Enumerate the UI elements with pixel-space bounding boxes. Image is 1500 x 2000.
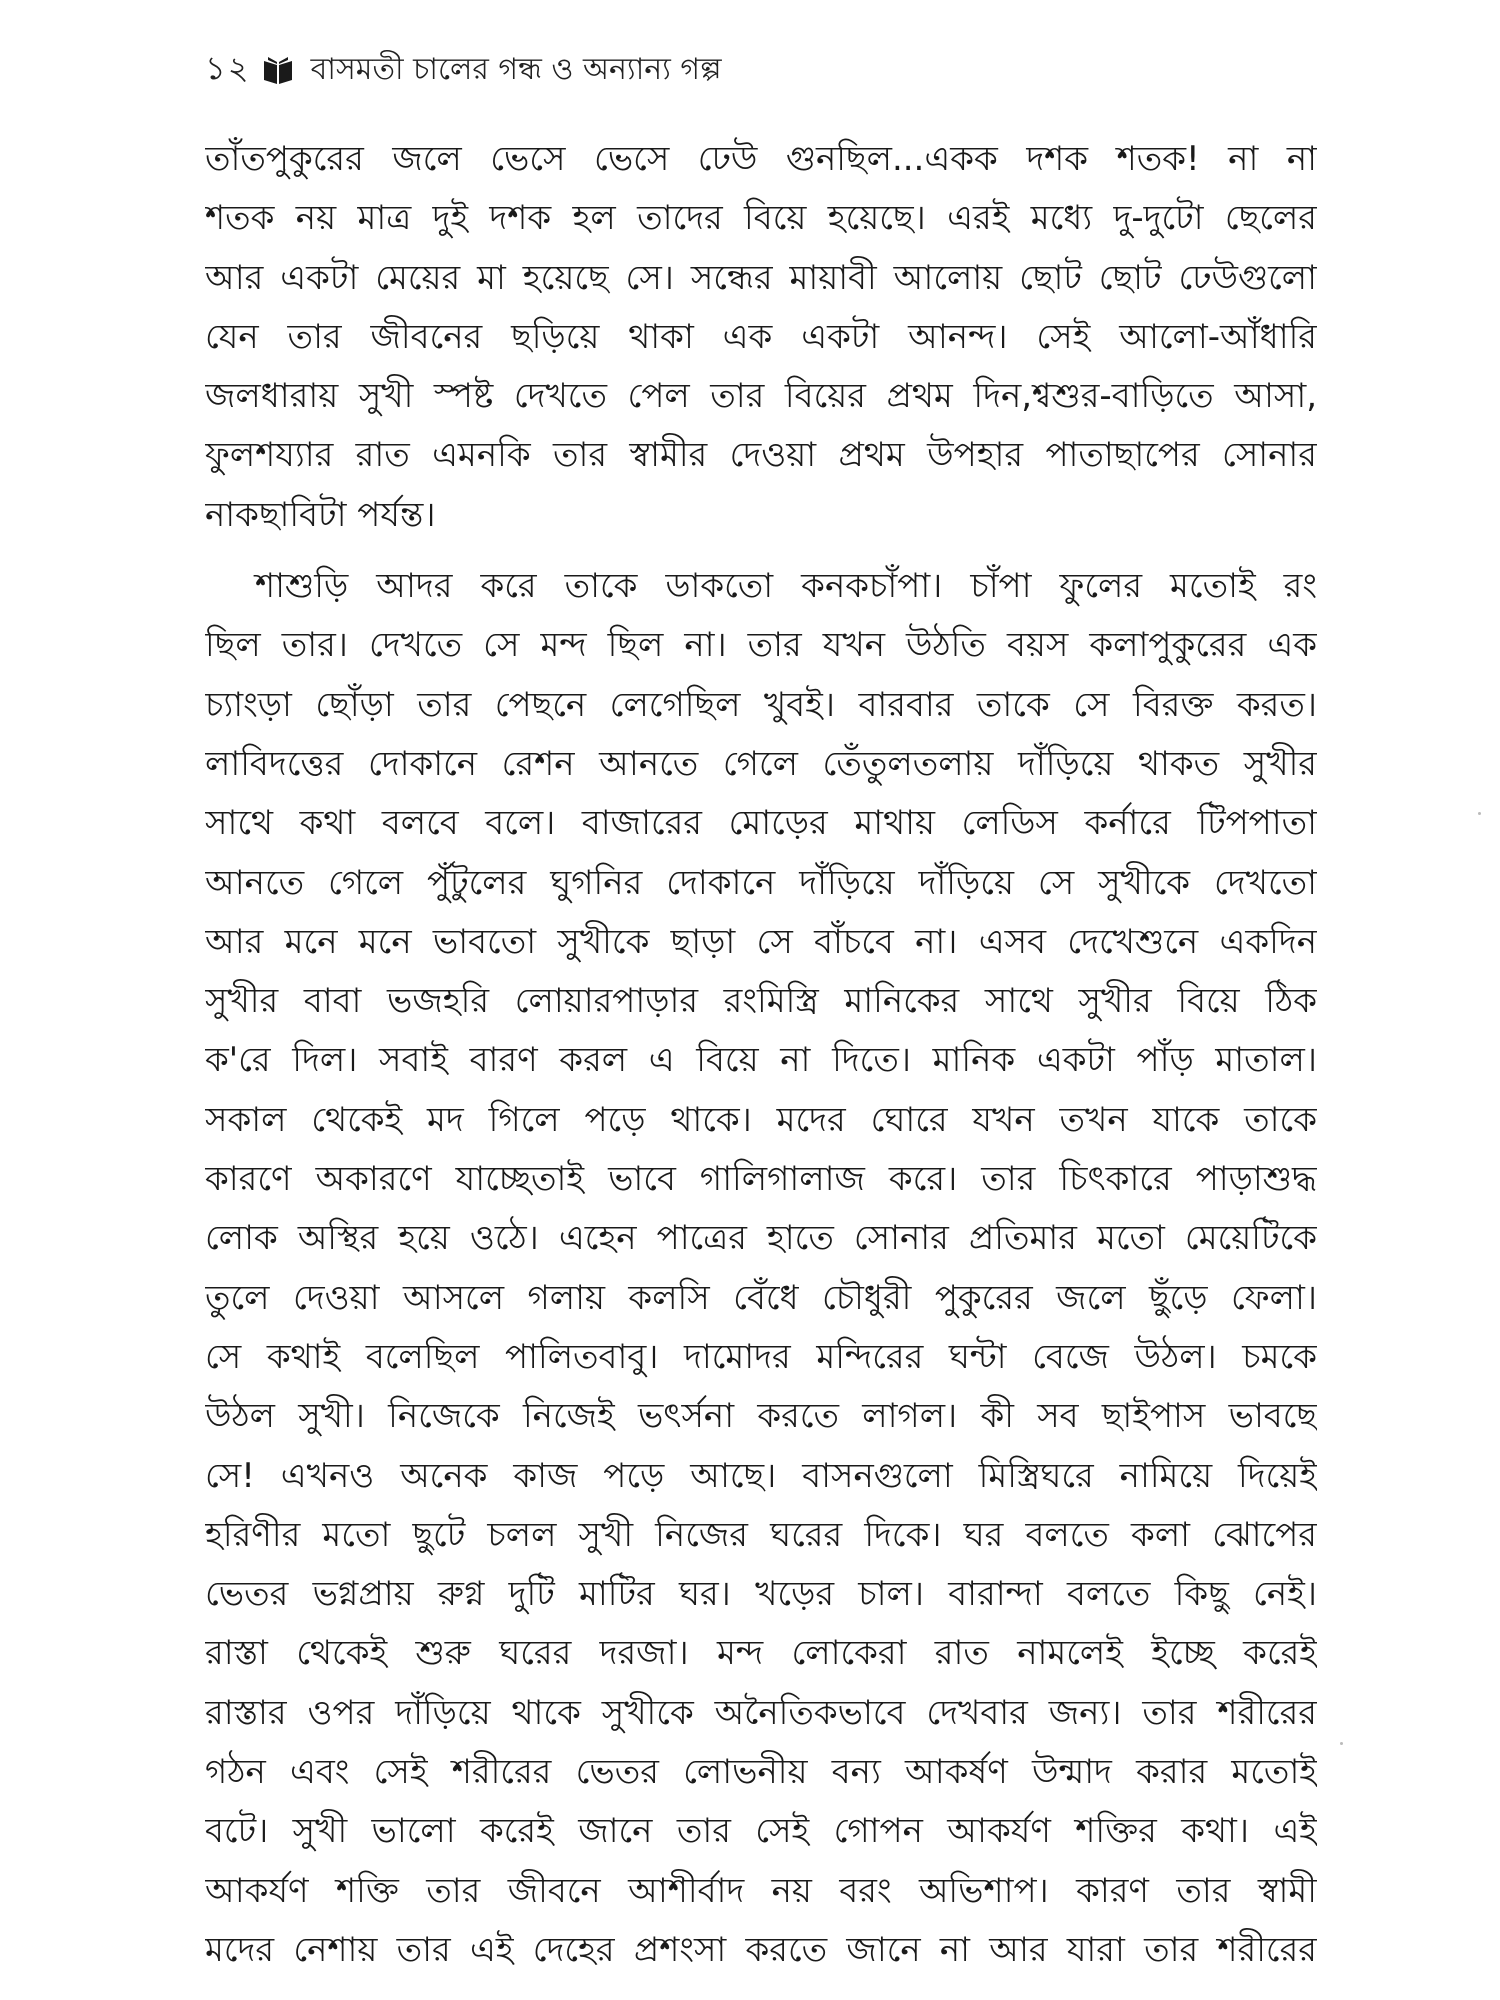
text-line: চ্যাংড়া ছোঁড়া তার পেছনে লেগেছিল খুবই। বারবার তাকে সে বিরক্ত করত। xyxy=(205,684,1317,725)
text-line: তুলে দেওয়া আসলে গলায় কলসি বেঁধে চৌধুরী পুকুরের জলে ছুঁড়ে ফেলা। xyxy=(205,1277,1317,1318)
text-line: তাঁতপুকুরের জলে ভেসে ভেসে ঢেউ গুনছিল...একক দশক শতক! না না xyxy=(205,139,1317,179)
text-line: শতক নয় মাত্র দুই দশক হল তাদের বিয়ে হয়েছে। এরই মধ্যে দু-দুটো ছেলের xyxy=(205,198,1317,239)
text-line: সকাল থেকেই মদ গিলে পড়ে থাকে। মদের ঘোরে যখন তখন যাকে তাকে xyxy=(205,1099,1317,1140)
text-line: ফুলশয্যার রাত এমনকি তার স্বামীর দেওয়া প্রথম উপহার পাতাছাপের সোনার xyxy=(205,435,1317,476)
text-line: আনতে গেলে পুঁটুলের ঘুগনির দোকানে দাঁড়িয়ে দাঁড়িয়ে সে সুখীকে দেখতো xyxy=(205,862,1317,903)
text-line: ছিল তার। দেখতে সে মন্দ ছিল না। তার যখন উঠতি বয়স কলাপুকুরের এক xyxy=(205,625,1317,666)
text-line: ভেতর ভগ্নপ্রায় রুগ্ন দুটি মাটির ঘর। খড়ের চাল। বারান্দা বলতে কিছু নেই। xyxy=(205,1574,1317,1615)
text-line: হরিণীর মতো ছুটে চলল সুখী নিজের ঘরের দিকে। ঘর বলতে কলা ঝোপের xyxy=(205,1514,1317,1555)
paragraph xyxy=(205,130,1317,545)
text-line: লোক অস্থির হয়ে ওঠে। এহেন পাত্রের হাতে সোনার প্রতিমার মতো মেয়েটিকে xyxy=(205,1218,1317,1259)
text-line: যেন তার জীবনের ছড়িয়ে থাকা এক একটা আনন্দ। সেই আলো-আঁধারি xyxy=(205,316,1317,357)
text-line: রাস্তার ওপর দাঁড়িয়ে থাকে সুখীকে অনৈতিকভাবে দেখবার জন্য। তার শরীরের xyxy=(205,1692,1317,1733)
text-line: মদের নেশায় তার এই দেহের প্রশংসা করতে জানে না আর যারা তার শরীরের xyxy=(205,1929,1317,1970)
text-line: গঠন এবং সেই শরীরের ভেতর লোভনীয় বন্য আকর্ষণ উন্মাদ করার মতোই xyxy=(205,1752,1317,1793)
text-line: সাথে কথা বলবে বলে। বাজারের মোড়ের মাথায় লেডিস কর্নারে টিপপাতা xyxy=(205,803,1317,844)
text-line: আকর্যণ শক্তি তার জীবনে আশীর্বাদ নয় বরং অভিশাপ। কারণ তার স্বামী xyxy=(205,1870,1317,1911)
text-line: আর মনে মনে ভাবতো সুখীকে ছাড়া সে বাঁচবে না। এসব দেখেশুনে একদিন xyxy=(205,921,1317,962)
text-line: উঠল সুখী। নিজেকে নিজেই ভৎর্সনা করতে লাগল। কী সব ছাইপাস ভাবছে xyxy=(205,1396,1317,1437)
story-text xyxy=(205,130,1317,1980)
text-line: বটে। সুখী ভালো করেই জানে তার সেই গোপন আকর্যণ শক্তির কথা। এই xyxy=(205,1811,1317,1852)
open-book-icon xyxy=(261,53,295,87)
text-line: ক'রে দিল। সবাই বারণ করল এ বিয়ে না দিতে। মানিক একটা পাঁড় মাতাল। xyxy=(205,1040,1317,1081)
text-line: সে! এখনও অনেক কাজ পড়ে আছে। বাসনগুলো মিস্ত্রিঘরে নামিয়ে দিয়েই xyxy=(205,1455,1317,1496)
text-line: শাশুড়ি আদর করে তাকে ডাকতো কনকচাঁপা। চাঁপা ফুলের মতোই রং xyxy=(255,566,1317,607)
text-line: জলধারায় সুখী স্পষ্ট দেখতে পেল তার বিয়ের প্রথম দিন,শ্বশুর-বাড়িতে আসা, xyxy=(205,376,1317,417)
book-title: বাসমতী চালের গন্ধ ও অন্যান্য গল্প xyxy=(310,51,722,87)
text-line: কারণে অকারণে যাচ্ছেতাই ভাবে গালিগালাজ করে। তার চিৎকারে পাড়াশুদ্ধ xyxy=(205,1159,1317,1200)
text-line: আর একটা মেয়ের মা হয়েছে সে। সন্ধের মায়াবী আলোয় ছোট ছোট ঢেউগুলো xyxy=(205,257,1317,298)
running-header xyxy=(205,40,722,100)
text-line: রাস্তা থেকেই শুরু ঘরের দরজা। মন্দ লোকেরা রাত নামলেই ইচ্ছে করেই xyxy=(205,1633,1317,1674)
paragraph xyxy=(205,557,1317,1980)
scan-speck xyxy=(1478,812,1481,815)
text-line: নাকছাবিটা পর্যন্ত। xyxy=(205,494,436,535)
page-number: ১২ xyxy=(205,49,251,87)
text-line: সুখীর বাবা ভজহরি লোয়ারপাড়ার রংমিস্ত্রি মানিকের সাথে সুখীর বিয়ে ঠিক xyxy=(205,981,1317,1022)
text-line: লাবিদত্তের দোকানে রেশন আনতে গেলে তেঁতুলতলায় দাঁড়িয়ে থাকত সুখীর xyxy=(205,743,1317,784)
scan-speck xyxy=(1340,1742,1343,1745)
text-line: সে কথাই বলেছিল পালিতবাবু। দামোদর মন্দিরের ঘন্টা বেজে উঠল। চমকে xyxy=(205,1336,1317,1377)
